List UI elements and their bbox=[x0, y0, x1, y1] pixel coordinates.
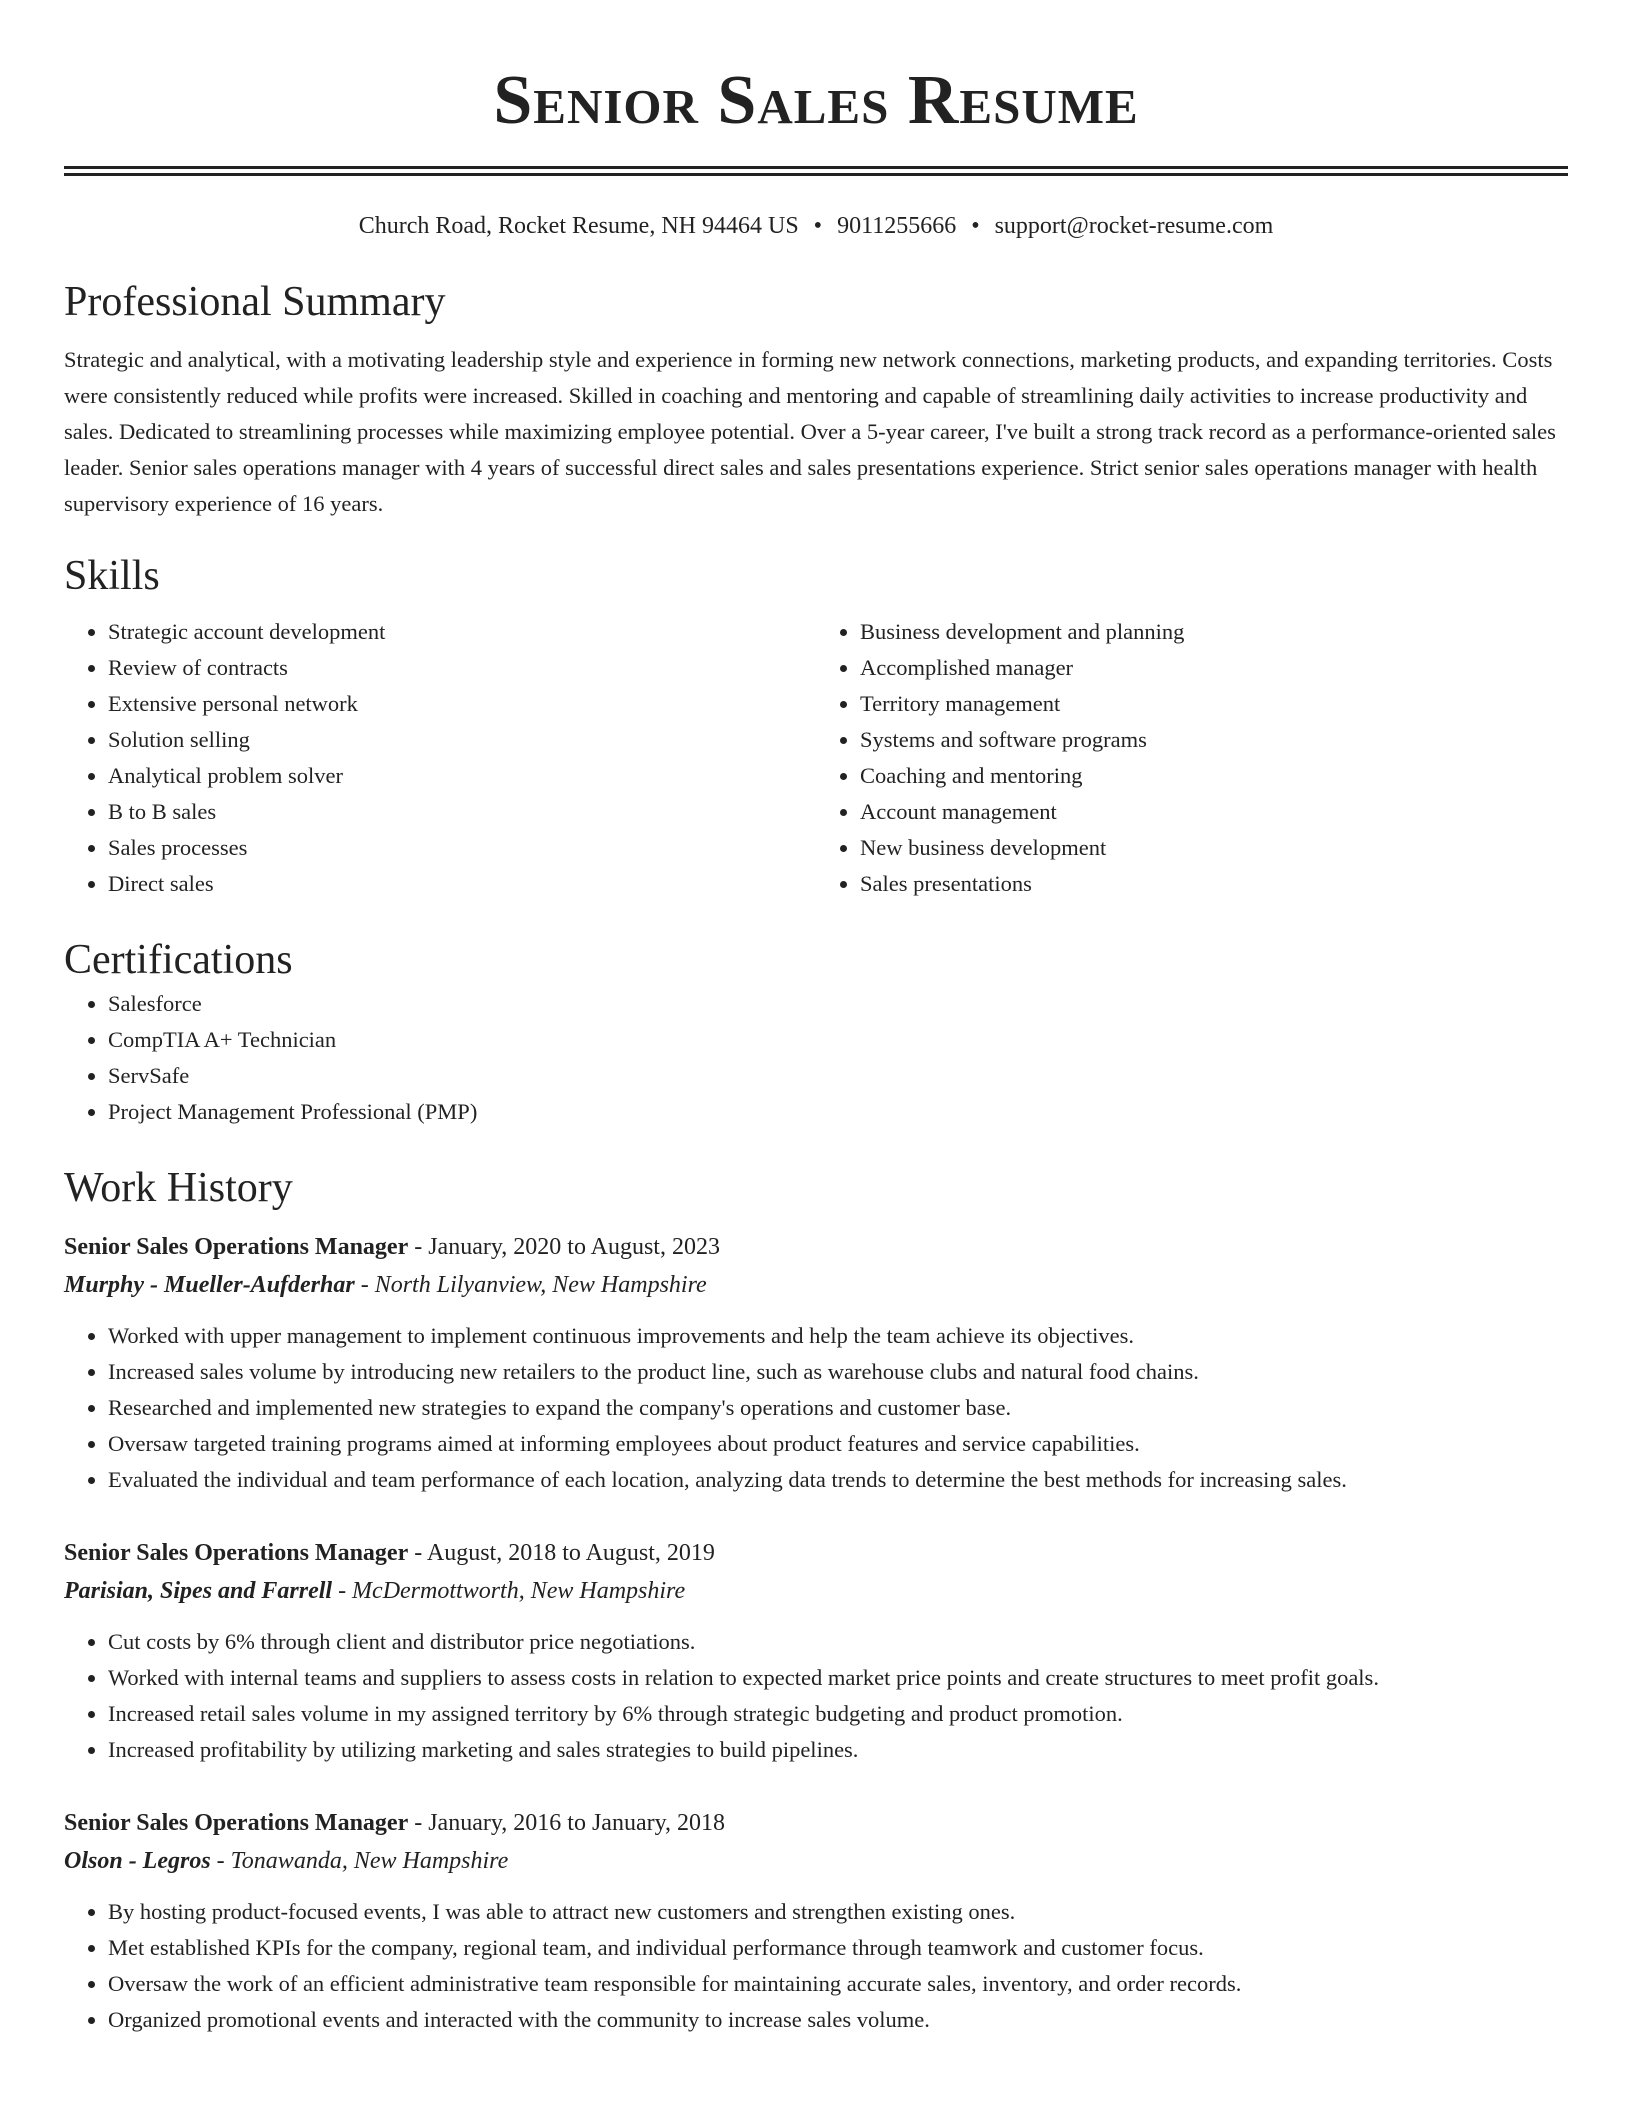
skill-item: • Coaching and mentoring bbox=[860, 758, 1568, 794]
job-location: - Tonawanda, New Hampshire bbox=[210, 1848, 509, 1874]
skill-item: • Business development and planning bbox=[860, 614, 1568, 650]
skill-item: • Territory management bbox=[860, 686, 1568, 722]
skill-item: • B to B sales bbox=[108, 794, 816, 830]
skill-item: • Sales processes bbox=[108, 830, 816, 866]
skill-item: • Review of contracts bbox=[108, 650, 816, 686]
contact-address: Church Road, Rocket Resume, NH 94464 US bbox=[358, 213, 799, 239]
job-duty-item: • Cut costs by 6% through client and distributor price negotiations. bbox=[108, 1624, 1568, 1660]
job-duties-list bbox=[64, 1894, 1568, 2038]
job-entry bbox=[64, 1804, 1568, 2038]
certification-item: • CompTIA A+ Technician bbox=[108, 1022, 1568, 1058]
certification-item: • ServSafe bbox=[108, 1058, 1568, 1094]
job-duty-item: • Increased profitability by utilizing marketing and sales strategies to build pipelines. bbox=[108, 1732, 1568, 1768]
job-dates: - January, 2016 to January, 2018 bbox=[408, 1810, 726, 1836]
contact-line bbox=[64, 210, 1568, 242]
job-entry bbox=[64, 1534, 1568, 1768]
job-title-line bbox=[64, 1804, 1568, 1842]
job-duty-item: • Organized promotional events and interacted with the community to increase sales volume. bbox=[108, 2002, 1568, 2038]
job-company: Parisian, Sipes and Farrell bbox=[64, 1578, 333, 1604]
contact-separator: • bbox=[971, 213, 980, 239]
contact-phone: 9011255666 bbox=[837, 213, 957, 239]
job-duty-item: • Increased sales volume by introducing new retailers to the product line, such as warehouse clubs and natural food chains. bbox=[108, 1354, 1568, 1390]
job-entry bbox=[64, 1228, 1568, 1498]
skill-item: • Solution selling bbox=[108, 722, 816, 758]
job-title-line bbox=[64, 1534, 1568, 1572]
job-title: Senior Sales Operations Manager bbox=[64, 1810, 409, 1836]
job-title-line bbox=[64, 1228, 1568, 1266]
skills-columns bbox=[64, 614, 1568, 902]
job-company: Olson - Legros bbox=[64, 1848, 211, 1874]
certifications-heading: Certifications bbox=[64, 937, 293, 983]
skill-item: • Analytical problem solver bbox=[108, 758, 816, 794]
job-duty-item: • Oversaw targeted training programs aimed at informing employees about product features and service capabilities. bbox=[108, 1426, 1568, 1462]
job-duty-item: • Evaluated the individual and team performance of each location, analyzing data trends to determine the best methods for increasing sales. bbox=[108, 1462, 1568, 1498]
skill-item: • Systems and software programs bbox=[860, 722, 1568, 758]
job-title: Senior Sales Operations Manager bbox=[64, 1234, 409, 1260]
contact-separator: • bbox=[813, 213, 823, 239]
summary-heading: Professional Summary bbox=[64, 279, 446, 325]
certification-item: • Salesforce bbox=[108, 986, 1568, 1022]
job-duty-item: • Met established KPIs for the company, regional team, and individual performance through teamwork and customer focus. bbox=[108, 1930, 1568, 1966]
job-dates: - August, 2018 to August, 2019 bbox=[408, 1540, 715, 1566]
resume-title: Senior Sales Resume bbox=[493, 62, 1139, 139]
job-company-line bbox=[64, 1842, 1568, 1880]
job-company: Murphy - Mueller-Aufderhar bbox=[64, 1272, 355, 1298]
skill-item: • Account management bbox=[860, 794, 1568, 830]
job-location: - North Lilyanview, New Hampshire bbox=[354, 1272, 707, 1298]
job-location: - McDermottworth, New Hampshire bbox=[332, 1578, 686, 1604]
skill-item: • Accomplished manager bbox=[860, 650, 1568, 686]
job-duties-list bbox=[64, 1318, 1568, 1498]
skill-item: • Extensive personal network bbox=[108, 686, 816, 722]
skill-item: • Strategic account development bbox=[108, 614, 816, 650]
job-company-line bbox=[64, 1572, 1568, 1610]
skill-item: • Sales presentations bbox=[860, 866, 1568, 902]
job-title: Senior Sales Operations Manager bbox=[64, 1540, 409, 1566]
work-history-heading: Work History bbox=[64, 1165, 293, 1211]
job-company-line bbox=[64, 1266, 1568, 1304]
job-dates: - January, 2020 to August, 2023 bbox=[408, 1234, 720, 1260]
job-duty-item: • Researched and implemented new strategies to expand the company's operations and customer base. bbox=[108, 1390, 1568, 1426]
certifications-list bbox=[64, 986, 1568, 1130]
skill-item: • New business development bbox=[860, 830, 1568, 866]
skills-heading: Skills bbox=[64, 553, 160, 599]
certification-item: • Project Management Professional (PMP) bbox=[108, 1094, 1568, 1130]
skills-list-left bbox=[64, 614, 816, 902]
job-duty-item: • Increased retail sales volume in my assigned territory by 6% through strategic budgeting and product promotion. bbox=[108, 1696, 1568, 1732]
summary-text: Strategic and analytical, with a motivating leadership style and experience in forming new network connections, marketing products, and expanding territories. Costs were consistently reduced while profits were increased. Skilled in coaching and mentoring and capable of streamlining daily activities to increase productivity and sales. Dedicated to streamlining processes while maximizing employee potential. Over a 5-year career, I've built a strong track record as a performance-oriented sales leader. Senior sales operations manager with 4 years of successful direct sales and sales presentations experience. Strict senior sales operations manager with health supervisory experience of 16 years. bbox=[64, 347, 1556, 516]
skill-item: • Direct sales bbox=[108, 866, 816, 902]
job-duty-item: • Worked with upper management to implement continuous improvements and help the team achieve its objectives. bbox=[108, 1318, 1568, 1354]
skills-list-right bbox=[816, 614, 1568, 902]
job-duty-item: • Worked with internal teams and suppliers to assess costs in relation to expected market price points and create structures to meet profit goals. bbox=[108, 1660, 1568, 1696]
job-duties-list bbox=[64, 1624, 1568, 1768]
contact-email: support@rocket-resume.com bbox=[994, 213, 1274, 239]
title-divider bbox=[64, 166, 1568, 176]
job-duty-item: • Oversaw the work of an efficient administrative team responsible for maintaining accurate sales, inventory, and order records. bbox=[108, 1966, 1568, 2002]
job-duty-item: • By hosting product-focused events, I was able to attract new customers and strengthen existing ones. bbox=[108, 1894, 1568, 1930]
